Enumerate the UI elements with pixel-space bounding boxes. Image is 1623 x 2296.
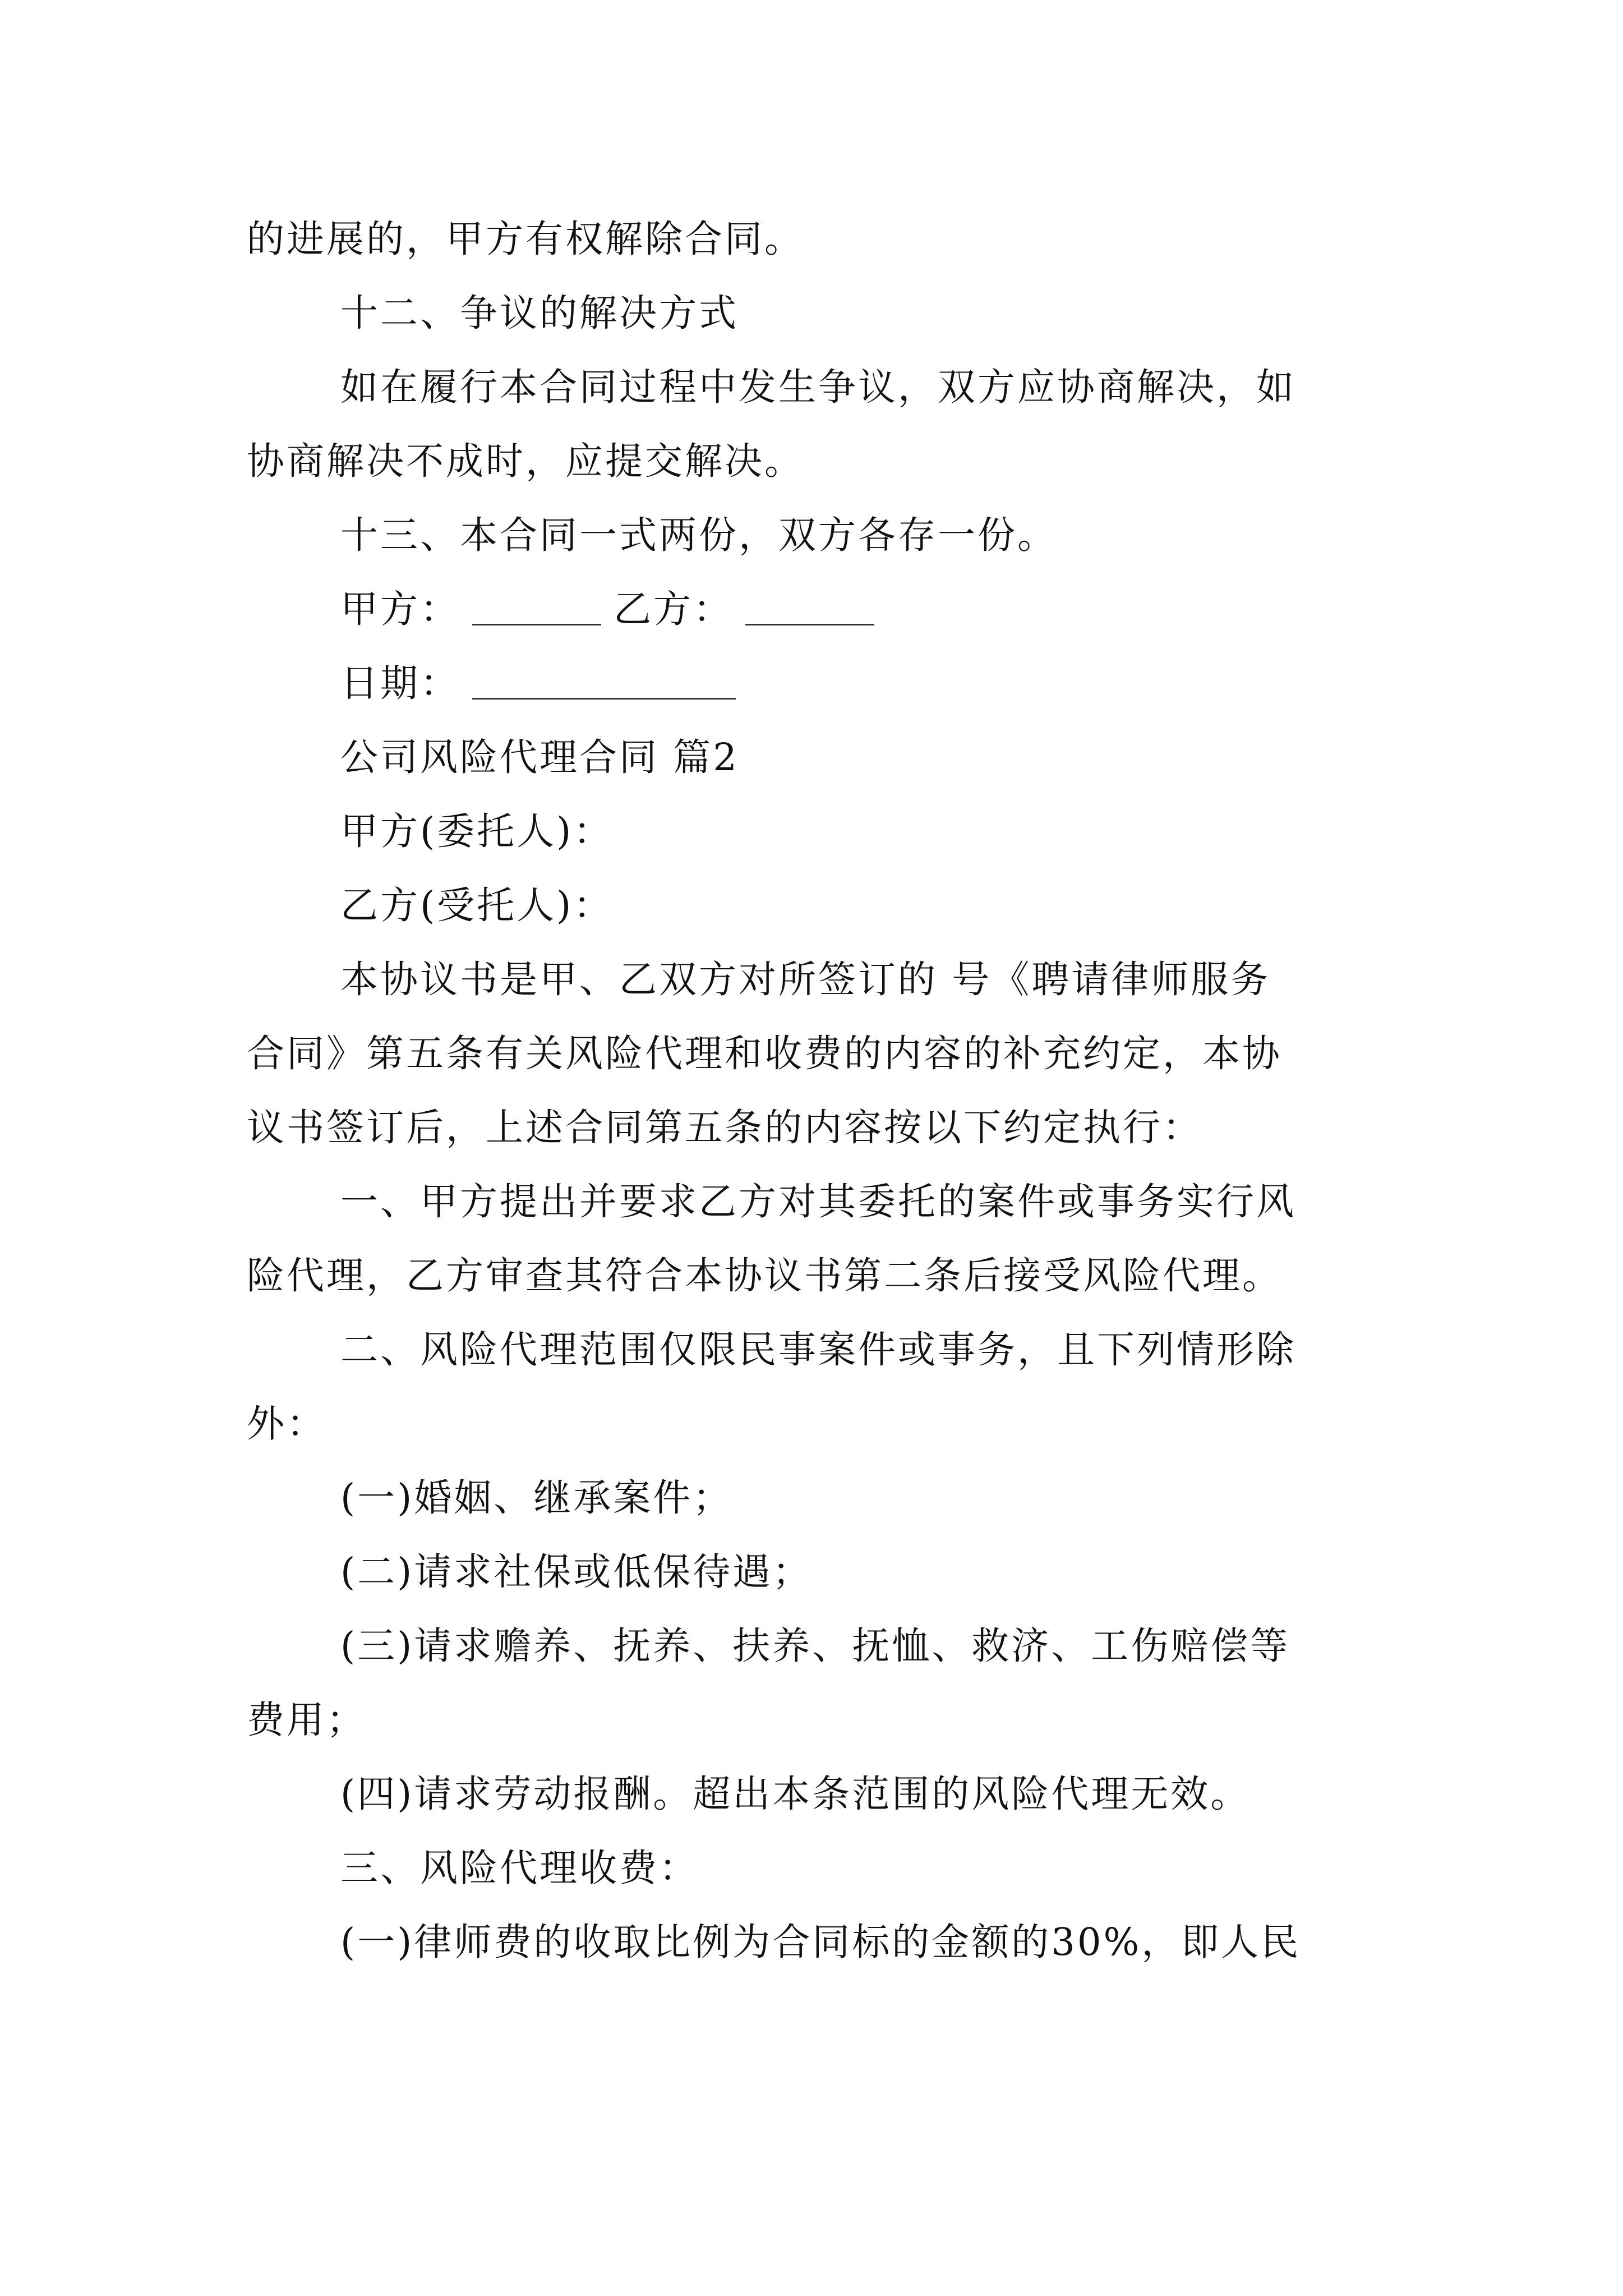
list-item: (四)请求劳动报酬。超出本条范围的风险代理无效。 — [340, 1772, 1251, 1816]
paragraph-line: 外： — [247, 1402, 326, 1446]
signature-date-line — [340, 661, 748, 706]
party-b-label: 乙方： — [614, 587, 733, 631]
signature-parties-line — [340, 587, 887, 632]
paragraph-line: 二、风险代理范围仅限民事案件或事务，且下列情形除 — [340, 1328, 1296, 1372]
paragraph-line: 险代理，乙方审查其符合本协议书第二条后接受风险代理。 — [247, 1254, 1282, 1297]
paragraph-line: 议书签订后，上述合同第五条的内容按以下约定执行： — [247, 1106, 1202, 1149]
paragraph-line: 乙方(受托人)： — [340, 884, 614, 927]
paragraph-line: 一、甲方提出并要求乙方对其委托的案件或事务实行风 — [340, 1180, 1296, 1223]
paragraph-line: 费用； — [247, 1698, 366, 1742]
section-heading: 十二、争议的解决方式 — [340, 291, 739, 335]
section-title: 公司风险代理合同 篇2 — [340, 735, 739, 779]
paragraph-line: 十三、本合同一式两份，双方各存一份。 — [340, 513, 1057, 557]
list-item: (一)律师费的收取比例为合同标的金额的30%，即人民 — [340, 1920, 1301, 1964]
list-item: (一)婚姻、继承案件； — [340, 1476, 733, 1520]
paragraph-line: 甲方(委托人)： — [340, 809, 614, 853]
paragraph-line: 如在履行本合同过程中发生争议，双方应协商解决，如 — [340, 365, 1296, 409]
paragraph-line: 的进展的，甲方有权解除合同。 — [247, 217, 804, 261]
paragraph-line: 合同》第五条有关风险代理和收费的内容的补充约定，本协 — [247, 1032, 1282, 1075]
paragraph-line: 本协议书是甲、乙双方对所签订的 号《聘请律师服务 — [340, 958, 1271, 1001]
party-b-blank — [745, 590, 874, 625]
party-a-label: 甲方： — [340, 587, 460, 631]
list-item: (二)请求社保或低保待遇； — [340, 1550, 813, 1594]
date-label: 日期： — [340, 661, 460, 705]
date-blank — [472, 664, 736, 700]
list-item: (三)请求赡养、抚养、扶养、抚恤、救济、工伤赔偿等 — [340, 1624, 1290, 1668]
party-a-blank — [472, 590, 601, 625]
section-heading: 三、风险代理收费： — [340, 1846, 699, 1890]
paragraph-line: 协商解决不成时，应提交解决。 — [247, 439, 804, 483]
